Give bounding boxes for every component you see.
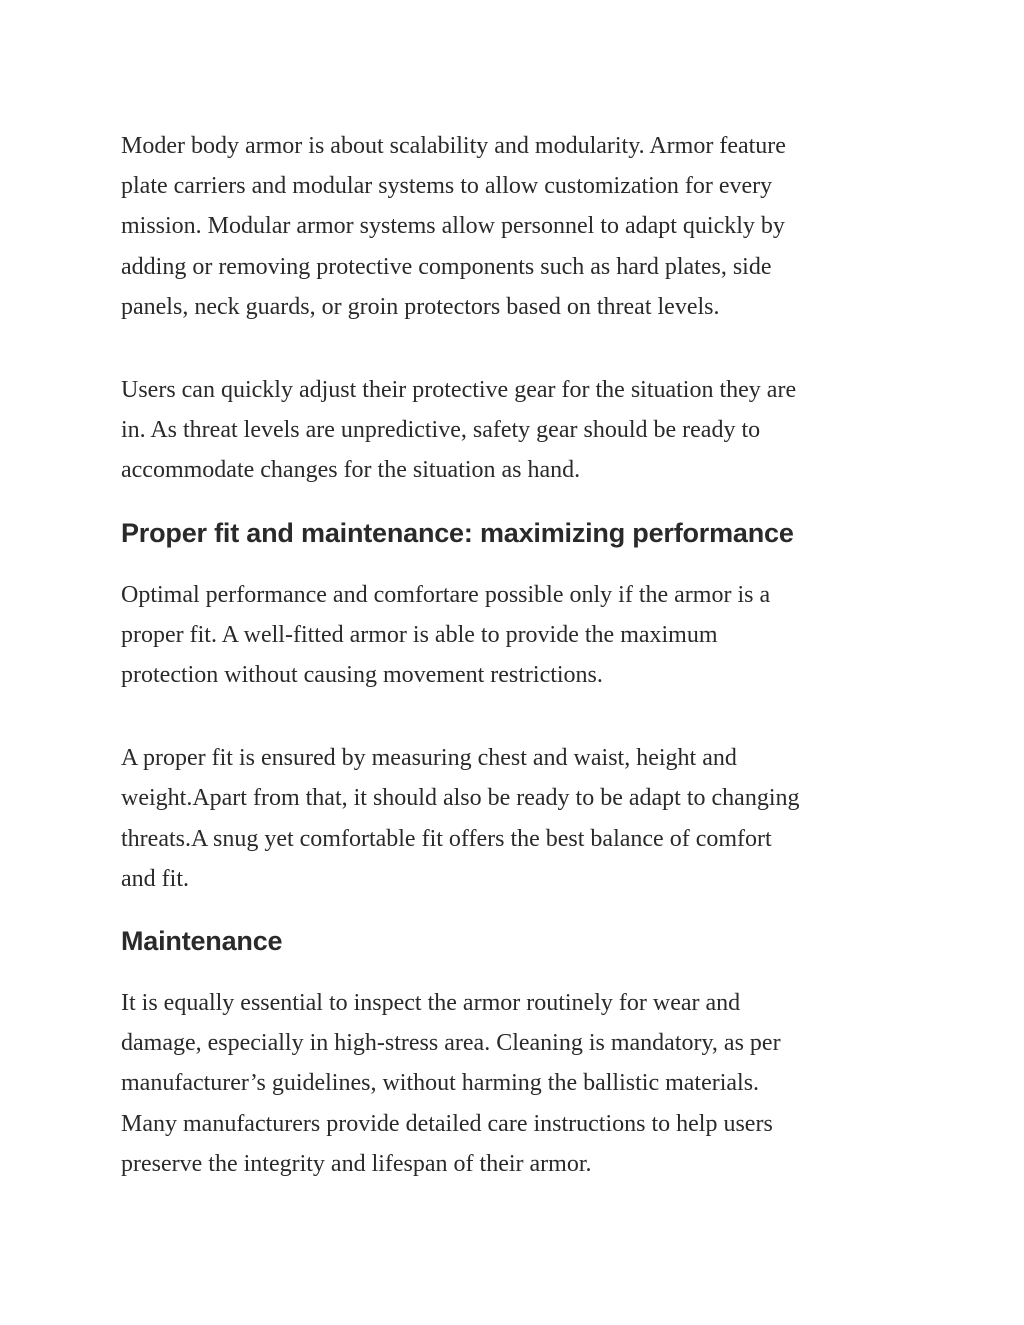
- heading-proper-fit: Proper fit and maintenance: maximizing performance: [121, 517, 794, 548]
- paragraph-maintenance: It is equally essential to inspect the armor routinely for wear and damage, especially in high-stress area. Cleaning is mandatory, as per manufacturer’s guidelines, without harming the ballistic materials. Many manufacturers provide detailed care instructions to help users preserve the integrity and lifespan of their armor.: [121, 990, 781, 1177]
- paragraph-adjustability: Users can quickly adjust their protective gear for the situation they are in. As threat levels are unpredictive, safety gear should be ready to accommodate changes for the situation as hand.: [121, 377, 797, 484]
- paragraph-fit-measurement: A proper fit is ensured by measuring chest and waist, height and weight.Apart from that, it should also be ready to be adapt to changing threats.A snug yet comfortable fit offers the best balance of comfort and fit.: [121, 745, 800, 892]
- document-body: [121, 126, 921, 1184]
- paragraph-modularity: Moder body armor is about scalability and modularity. Armor feature plate carriers and modular systems to allow customization for every mission. Modular armor systems allow personnel to adapt quickly by adding or removing protective components such as hard plates, side panels, neck guards, or groin protectors based on threat levels.: [121, 133, 786, 320]
- heading-maintenance: Maintenance: [121, 926, 283, 957]
- paragraph-optimal-performance: Optimal performance and comfortare possible only if the armor is a proper fit. A well-fitted armor is able to provide the maximum protection without causing movement restrictions.: [121, 581, 771, 689]
